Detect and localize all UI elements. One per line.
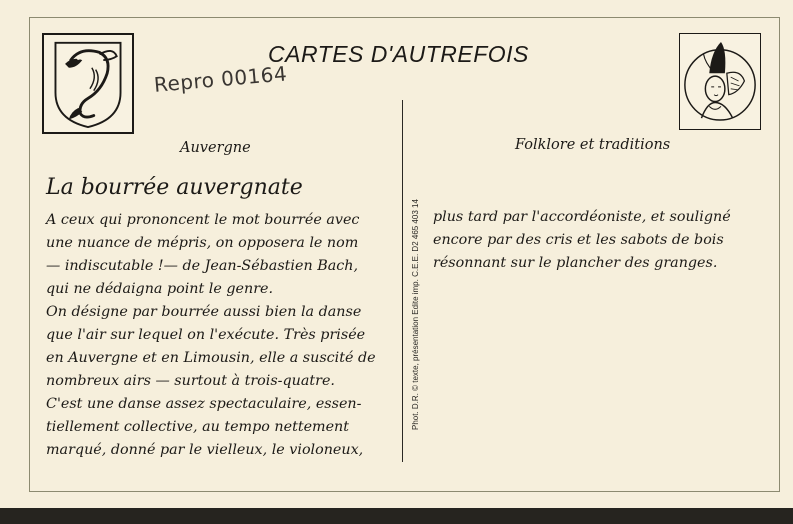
handwritten-reference: Repro 00164 (153, 61, 289, 97)
article-title: La bourrée auvergnate (46, 175, 303, 200)
text-line: On désigne par bourrée aussi bien la danse (46, 304, 362, 320)
series-title: CARTES D'AUTREFOIS (268, 41, 529, 67)
woman-in-traditional-headdress-icon (679, 33, 761, 130)
text-line: que l'air sur lequel on l'exécute. Très prisée (46, 327, 366, 343)
text-line: C'est une danse assez spectaculaire, essen- (46, 396, 362, 412)
text-line: marqué, donné par le vielleux, le violoneux, (46, 442, 364, 458)
text-line: qui ne dédaigna point le genre. (46, 281, 274, 297)
publisher-credits: Phot. D.R. © texte, présentation Edite imp. C.E.E. D2 465 403 14 (411, 199, 420, 430)
text-line: plus tard par l'accordéoniste, et souligné (433, 209, 731, 225)
text-line: tiellement collective, au tempo nettement (46, 419, 350, 435)
text-line: encore par des cris et les sabots de bois (433, 232, 724, 248)
text-line: une nuance de mépris, on opposera le nom (46, 235, 359, 251)
article-text-left (46, 209, 392, 462)
dolphin-coat-of-arms-icon (42, 33, 134, 134)
topic-label: Folklore et traditions (515, 137, 671, 153)
region-label: Auvergne (180, 140, 251, 156)
text-line: — indiscutable !— de Jean-Sébastien Bach, (46, 258, 358, 274)
text-line: nombreux airs — surtout à trois-quatre. (46, 373, 335, 389)
text-line: en Auvergne et en Limousin, elle a suscité de (46, 350, 376, 366)
scan-bottom-edge (0, 508, 793, 524)
text-line: A ceux qui prononcent le mot bourrée avec (46, 212, 360, 228)
text-line: résonnant sur le plancher des granges. (433, 255, 718, 271)
center-divider (402, 100, 403, 462)
article-text-right (433, 206, 763, 275)
